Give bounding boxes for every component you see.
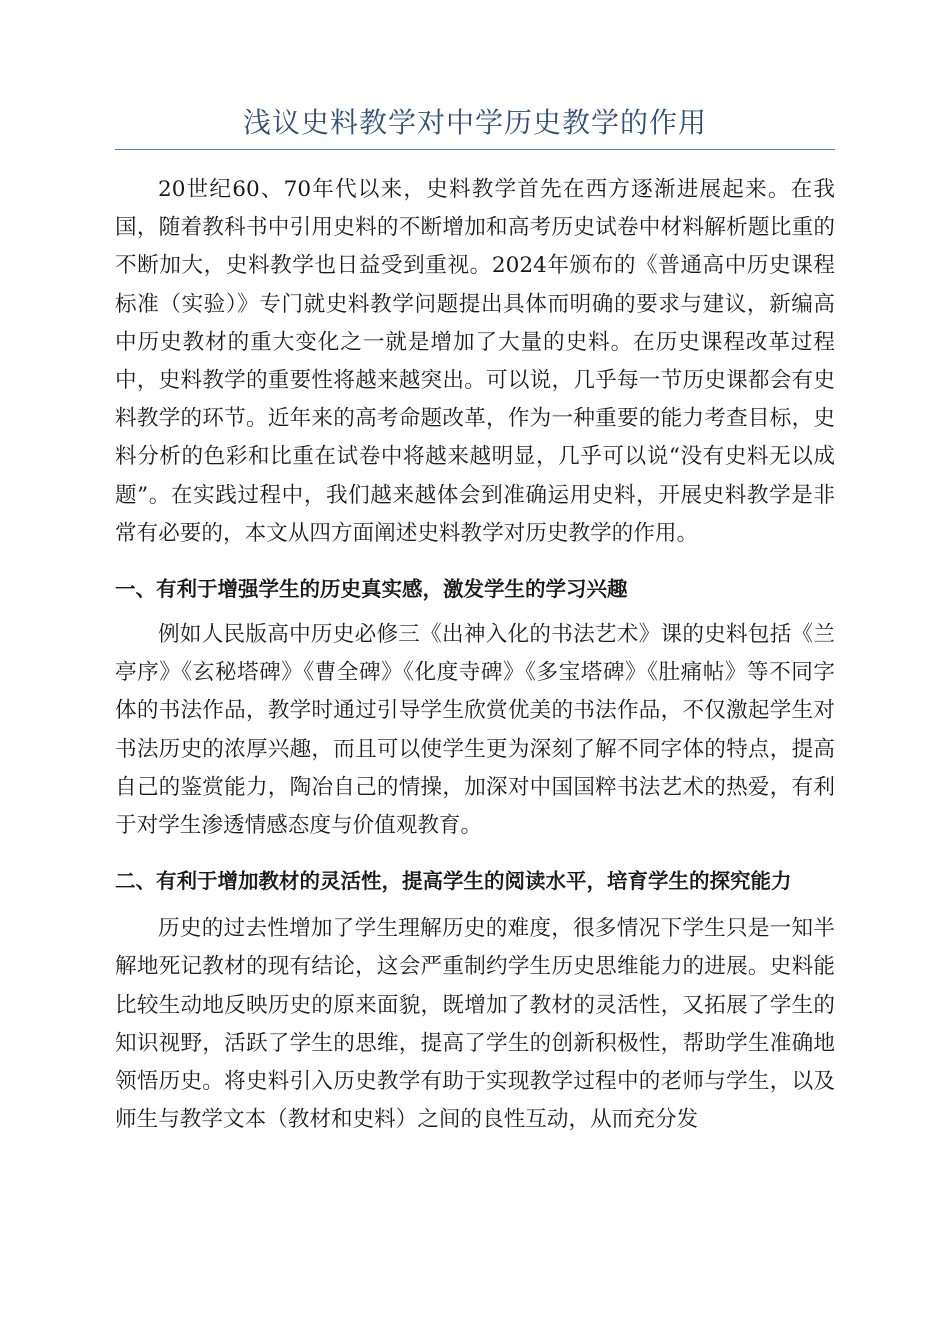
document-page: [115, 105, 835, 1139]
section-2-paragraph: 历史的过去性增加了学生理解历史的难度，很多情况下学生只是一知半解地死记教材的现有结论，这会严重制约学生历史思维能力的进展。史料能比较生动地反映历史的原来面貌，既增加了教材的灵活性，又拓展了学生的知识视野，活跃了学生的思维，提高了学生的创新积极性，帮助学生准确地领悟历史。将史料引入历史教学有助于实现教学过程中的老师与学生，以及师生与教学文本（教材和史料）之间的良性互动，从而充分发: [115, 916, 835, 1133]
section-1-paragraph: 例如人民版高中历史必修三《出神入化的书法艺术》课的史料包括《兰亭序》《玄秘塔碑》《曹全碑》《化度寺碑》《多宝塔碑》《肚痛帖》等不同字体的书法作品，教学时通过引导学生欣赏优美的书法作品，不仅激起学生对书法历史的浓厚兴趣，而且可以使学生更为深刻了解不同字体的特点，提高自己的鉴赏能力，陶冶自己的情操，加深对中国国粹书法艺术的热爱，有利于对学生渗透情感态度与价值观教育。: [115, 622, 835, 839]
section-1-heading: 一、有利于增强学生的历史真实感，激发学生的学习兴趣: [115, 577, 628, 602]
intro-paragraph: 20世纪60、70年代以来，史料教学首先在西方逐渐进展起来。在我国，随着教科书中引用史料的不断增加和高考历史试卷中材料解析题比重的不断加大，史料教学也日益受到重视。2024年颁布的《普通高中历史课程标准（实验）》专门就史料教学问题提出具体而明确的要求与建议，新编高中历史教材的重大变化之一就是增加了大量的史料。在历史课程改革过程中，史料教学的重要性将越来越突出。可以说，几乎每一节历史课都会有史料教学的环节。近年来的高考命题改革，作为一种重要的能力考查目标，史料分析的色彩和比重在试卷中将越来越明显，几乎可以说“没有史料无以成题”。在实践过程中，我们越来越体会到准确运用史料，开展史料教学是非常有必要的，本文从四方面阐述史料教学对历史教学的作用。: [115, 177, 835, 546]
document-title: 浅议史料教学对中学历史教学的作用: [115, 105, 835, 150]
section-2-heading: 二、有利于增加教材的灵活性，提高学生的阅读水平，培育学生的探究能力: [115, 869, 792, 894]
